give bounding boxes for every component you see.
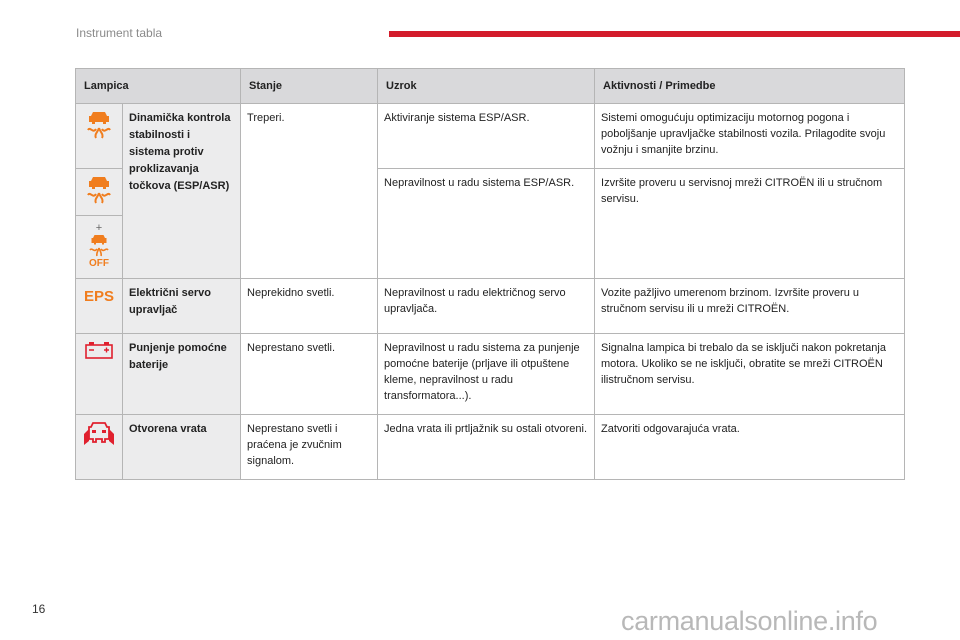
lamp-name: Električni servo upravljač (123, 279, 241, 334)
lamp-icon-cell (76, 415, 123, 480)
lamp-icon-cell (76, 216, 123, 279)
lamp-cause: Nepravilnost u radu sistema za punjenje pomoćne baterije (prljave ili otpuštene kleme, nepravilnost u radu transformatora...). (378, 334, 595, 415)
plus-sign: + (95, 222, 103, 234)
lamp-icon-cell (76, 169, 123, 216)
table-row (76, 415, 905, 480)
lamp-icon-cell (76, 334, 123, 415)
lamp-icon-cell (76, 104, 123, 169)
lamp-cause: Nepravilnost u radu sistema ESP/ASR. (378, 169, 595, 279)
lamp-action: Izvršite proveru u servisnoj mreži CITROËN ili u stručnom servisu. (595, 169, 905, 279)
lamp-action: Zatvoriti odgovarajuća vrata. (595, 415, 905, 480)
battery-icon (82, 340, 116, 360)
esp-skid-icon (82, 110, 116, 140)
lamp-action: Sistemi omogućuju optimizaciju motornog pogona i poboljšanje upravljačke stabilnosti vozila. Prilagodite svoju vožnju i smanjite brzinu. (595, 104, 905, 169)
warning-lamps-table (75, 68, 905, 480)
header-accent-bar (389, 31, 960, 37)
table-header-row (76, 69, 905, 104)
lamp-cause: Jedna vrata ili prtljažnik su ostali otvoreni. (378, 415, 595, 480)
page-number: 16 (32, 602, 46, 616)
page-section-title: Instrument tabla (76, 26, 163, 40)
column-header-cause: Uzrok (378, 69, 595, 104)
eps-text: EPS (83, 288, 115, 305)
lamp-state: Treperi. (241, 104, 378, 279)
lamp-state: Neprekidno svetli. (241, 279, 378, 334)
column-header-action: Aktivnosti / Primedbe (595, 69, 905, 104)
esp-off-icon (82, 234, 116, 268)
lamp-name: Otvorena vrata (123, 415, 241, 480)
lamp-name: Dinamička kontrola stabilnosti i sistema protiv proklizavanja točkova (ESP/ASR) (123, 104, 241, 279)
column-header-state: Stanje (241, 69, 378, 104)
lamp-icon-cell (76, 279, 123, 334)
column-header-lamp: Lampica (76, 69, 241, 104)
lamp-cause: Aktiviranje sistema ESP/ASR. (378, 104, 595, 169)
lamp-cause: Nepravilnost u radu električnog servo upravljača. (378, 279, 595, 334)
door-open-icon (82, 421, 116, 451)
esp-off-text: OFF (89, 258, 109, 268)
table-row (76, 334, 905, 415)
lamp-state: Neprestano svetli. (241, 334, 378, 415)
eps-icon (82, 285, 116, 305)
table-row (76, 104, 905, 169)
lamp-action: Signalna lampica bi trebalo da se isključi nakon pokretanja motora. Ukoliko se ne isključi, obratite se mreži CITROËN ilistručnom servisu. (595, 334, 905, 415)
lamp-name: Punjenje pomoćne baterije (123, 334, 241, 415)
lamp-action: Vozite pažljivo umerenom brzinom. Izvršite proveru u stručnom servisu ili u mreži CITROËN. (595, 279, 905, 334)
watermark: carmanualsonline.info (621, 606, 878, 636)
esp-skid-icon (82, 175, 116, 205)
table-row (76, 279, 905, 334)
lamp-state: Neprestano svetli i praćena je zvučnim signalom. (241, 415, 378, 480)
